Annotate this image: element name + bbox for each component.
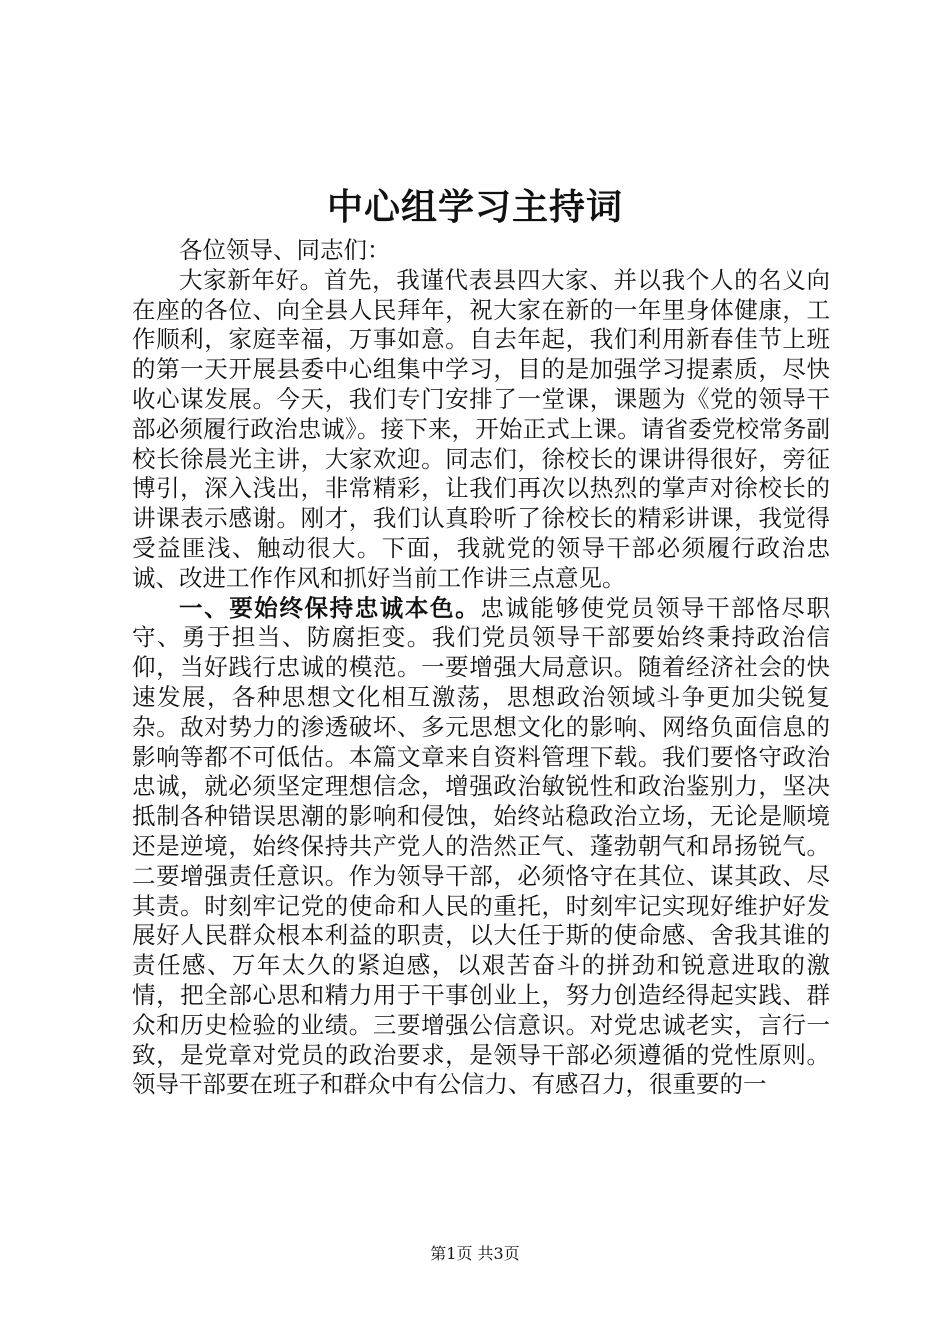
document-title: 中心组学习主持词 [326,187,623,228]
salutation: 各位领导、同志们： [179,236,391,264]
paragraph-section-1 [132,594,830,1101]
section-1-text: 忠诚能够使党员领导干部恪尽职守、勇于担当、防腐拒变。我们党员领导干部要始终秉持政治信仰，当好践行忠诚的模范。一要增强大局意识。随着经济社会的快速发展，各种思想文化相互激荡，思想政治领域斗争更加尖锐复杂。敌对势力的渗透破坏、多元思想文化的影响、网络负面信息的影响等都不可低估。本篇文章来自资料管理下载。我们要恪守政治忠诚，就必须坚定理想信念，增强政治敏锐性和政治鉴别力，坚决抵制各种错误思潮的影响和侵蚀，始终站稳政治立场，无论是顺境还是逆境，始终保持共产党人的浩然正气、蓬勃朝气和昂扬锐气。二要增强责任意识。作为领导干部，必须恪守在其位、谋其政、尽其责。时刻牢记党的使命和人民的重托，时刻牢记实现好维护好发展好人民群众根本利益的职责，以大任于斯的使命感、舍我其谁的责任感、万年太久的紧迫感，以艰苦奋斗的拼劲和锐意进取的激情，把全部心思和精力用于干事创业上，努力创造经得起实践、群众和历史检验的业绩。三要增强公信意识。对党忠诚老实，言行一致，是党章对党员的政治要求，是领导干部必须遵循的党性原则。领导干部要在班子和群众中有公信力、有感召力，很重要的一 [132,593,831,1099]
section-1-heading: 一、要始终保持忠诚本色。 [179,593,481,622]
page-footer: 第1页 共3页 [430,1244,520,1263]
paragraph-intro: 大家新年好。首先，我谨代表县四大家、并以我个人的名义向在座的各位、向全县人民拜年，祝大家在新的一年里身体健康，工作顺利，家庭幸福，万事如意。自去年起，我们利用新春佳节上班的第一天开展县委中心组集中学习，目的是加强学习提素质，尽快收心谋发展。今天，我们专门安排了一堂课，课题为《党的领导干部必须履行政治忠诚》。接下来，开始正式上课。请省委党校常务副校长徐晨光主讲，大家欢迎。同志们，徐校长的课讲得很好，旁征博引，深入浅出，非常精彩，让我们再次以热烈的掌声对徐校长的讲课表示感谢。刚才，我们认真聆听了徐校长的精彩讲课，我觉得受益匪浅、触动很大。下面，我就党的领导干部必须履行政治忠诚、改进工作作风和抓好当前工作讲三点意见。 [132,265,830,592]
document-body [132,236,830,1100]
